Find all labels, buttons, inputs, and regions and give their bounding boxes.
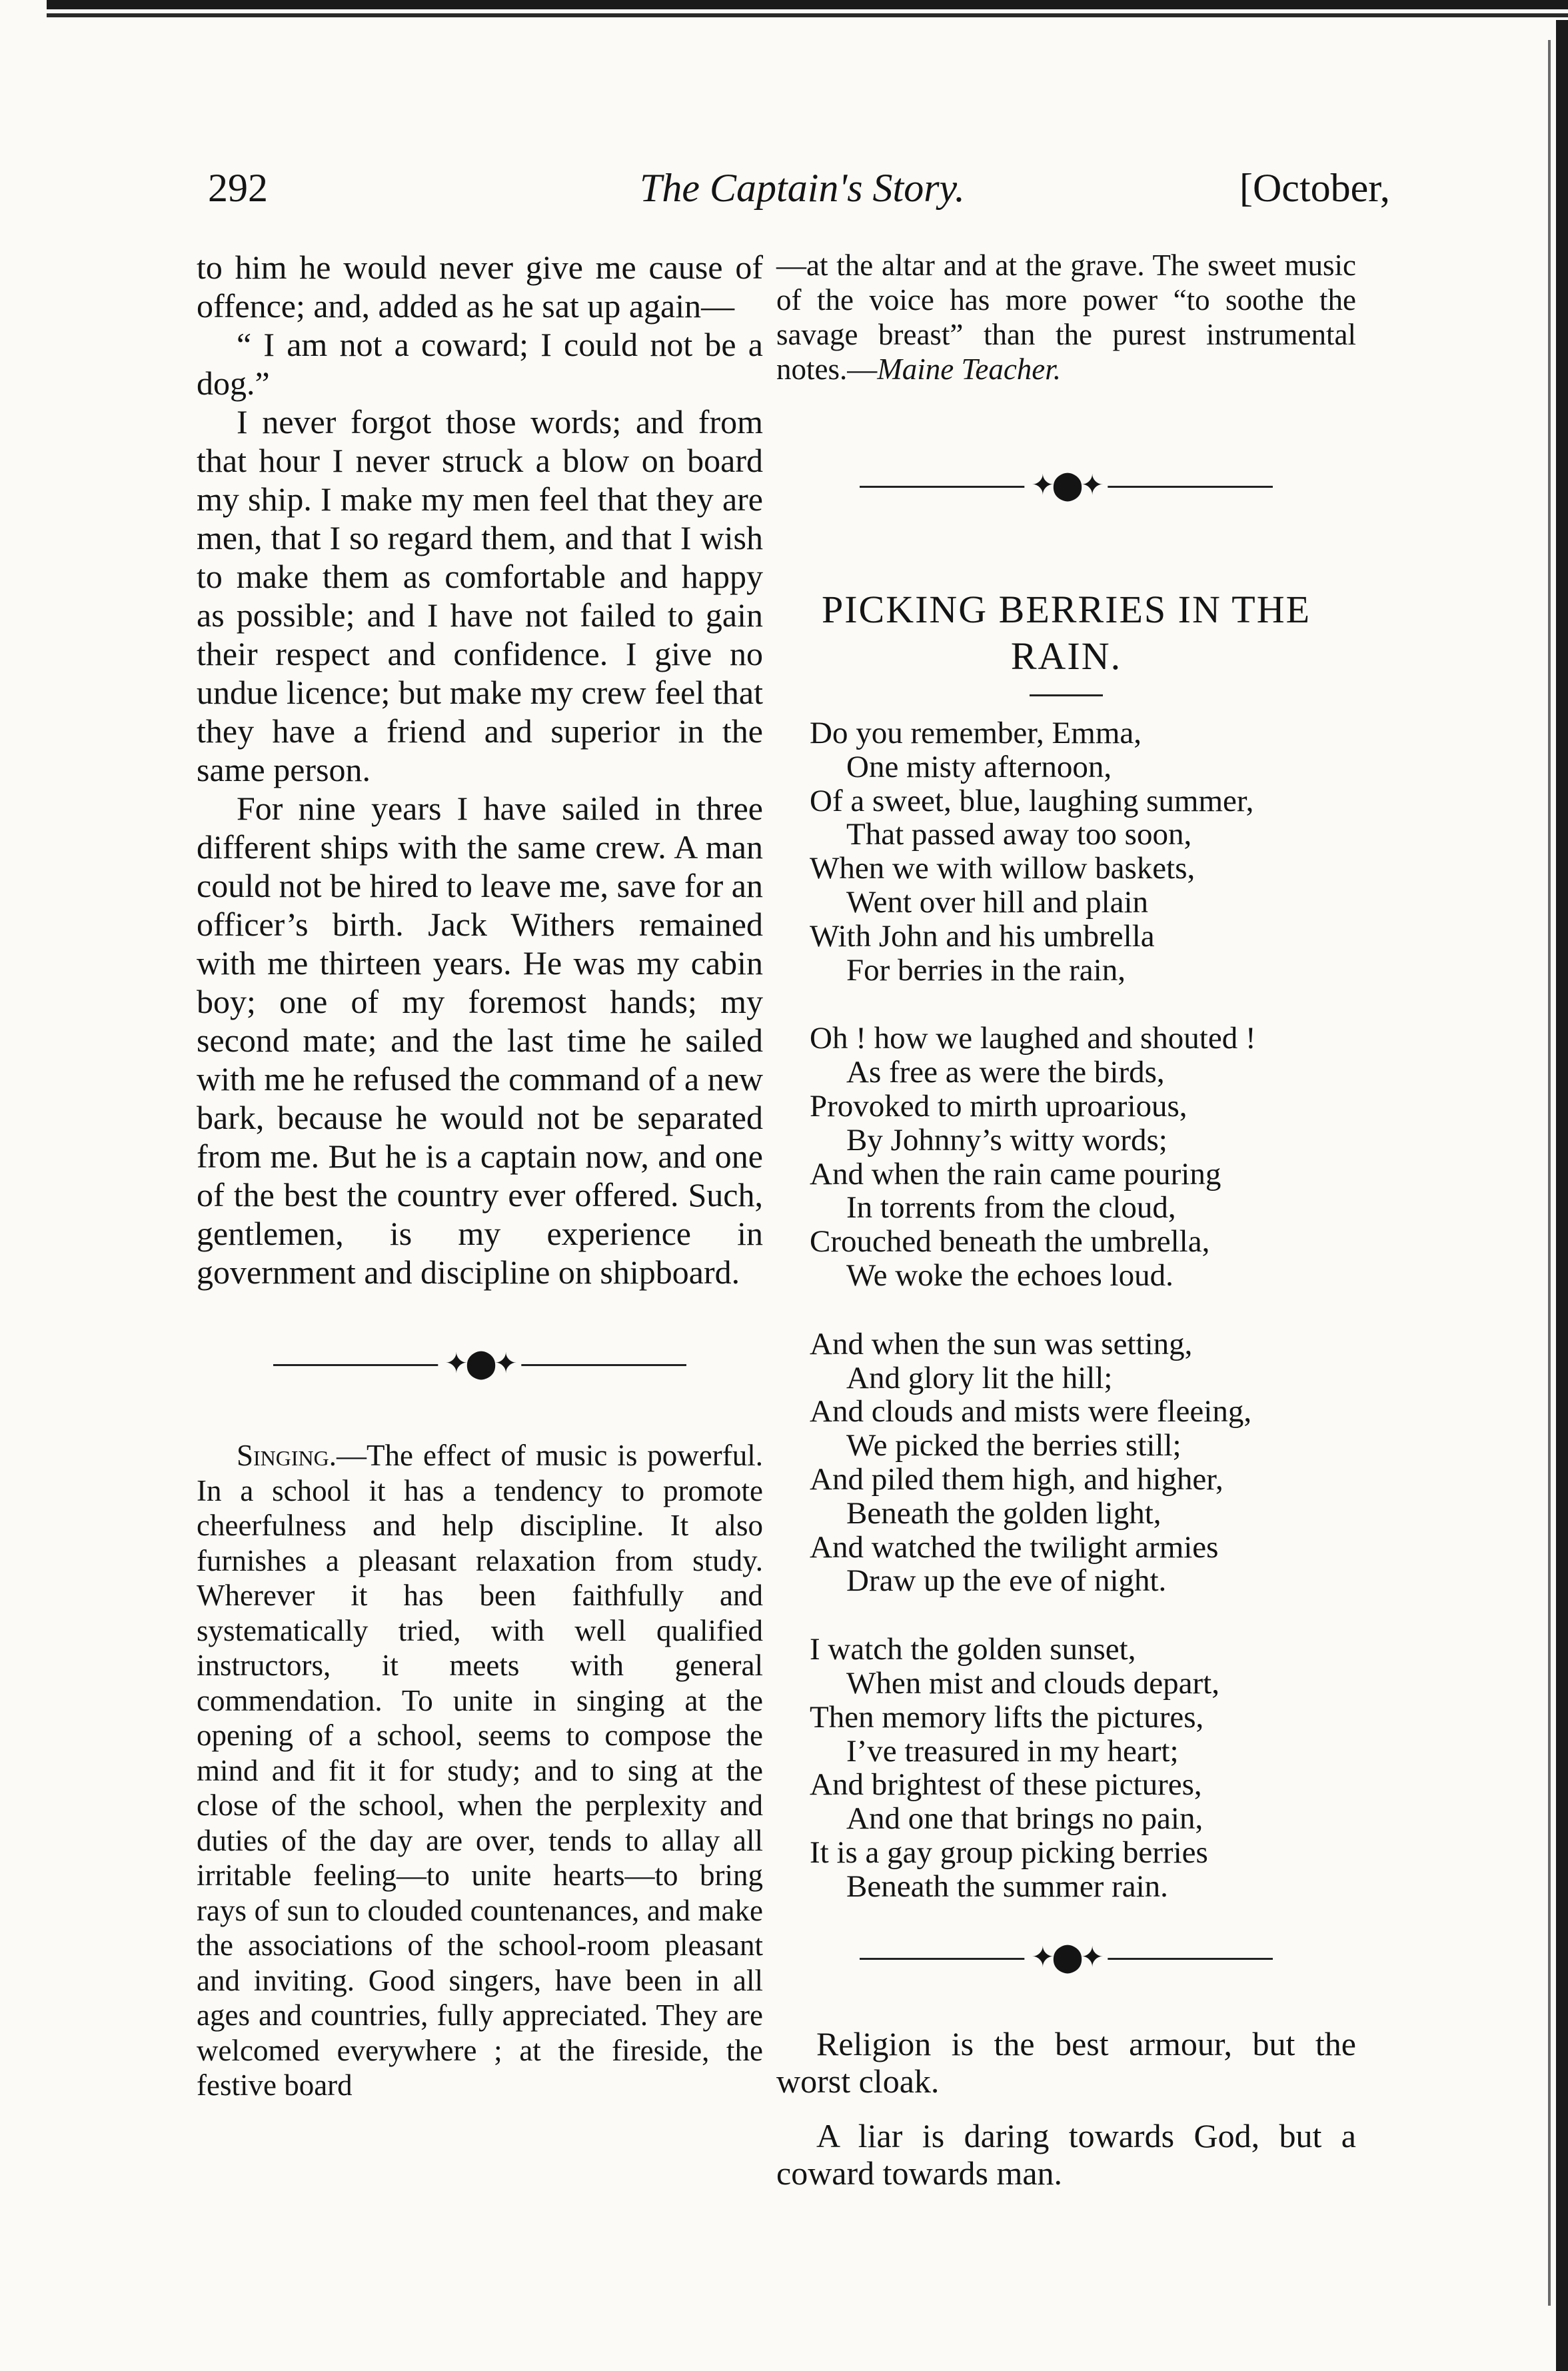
divider-ornament-icon: ✦⬤✦ xyxy=(1024,472,1108,500)
poem-line: We picked the berries still; xyxy=(846,1428,1181,1463)
poem-title: PICKING BERRIES IN THE RAIN. xyxy=(821,588,1311,678)
singing-heading: Singing. xyxy=(237,1439,337,1472)
poem-line: As free as were the birds, xyxy=(846,1055,1165,1090)
poem-stanza xyxy=(810,1327,1356,1598)
page-binding-edge xyxy=(1556,20,1568,2371)
poem-line: Oh ! how we laughed and shouted ! xyxy=(810,1021,1256,1056)
singing-continued xyxy=(776,248,1356,387)
story-paragraph: For nine years I have sailed in three different ships with the same crew. A man could not be hired to leave me, save for an officer’s birth. Jack Withers remained with me thirteen years. He was my cabin boy; one of my foremost hands; my second mate; and the last time he sailed with me he refused the command of a new bark, because he would not be separated from me. But he is a captain now, and one of the best the country ever offered. Such, gentlemen, is my experience in government and discipline on shipboard. xyxy=(197,790,763,1291)
section-divider xyxy=(273,1345,686,1385)
story-paragraph: I never forgot those words; and from that hour I never struck a blow on board my ship. I make my men feel that they are men, that I so regard them, and that I wish to make them as comfortable and happy as possible; and I have not failed to gain their respect and confidence. I give no undue licence; but make my crew feel that they have a friend and superior in the same person. xyxy=(197,403,763,788)
running-title: The Captain's Story. xyxy=(640,166,965,210)
poem-line: I watch the golden sunset, xyxy=(810,1632,1136,1667)
poem xyxy=(810,716,1356,1904)
page-binding-shadow xyxy=(1548,40,1551,2306)
left-column xyxy=(197,248,763,2103)
title-rule xyxy=(1030,694,1103,696)
poem-line: Draw up the eve of night. xyxy=(846,1563,1167,1599)
singing-text: —The effect of music is powerful. In a school it has a tendency to promote cheerfulness and help discipline. It also furnishes a pleasant relaxation from study. Wherever it has been faithfully and systematically tried, with well qualified instructors, it meets with general commendation. To unite in singing at the opening of a school, seems to compose the mind and fit it for study; and to sing at the close of the school, when the perplexity and duties of the day are over, tends to allay all irritable feeling—to unite hearts—to bring rays of sun to clouded countenances, and make the associations of the school-room pleasant and inviting. Good singers, have been in all ages and countries, fully appreciated. They are welcomed everywhere ; at the fireside, the festive board xyxy=(197,1439,763,2102)
proverb: A liar is daring towards God, but a coward towards man. xyxy=(776,2116,1356,2192)
poem-line: I’ve treasured in my heart; xyxy=(846,1733,1179,1769)
singing-attribution: Maine Teacher. xyxy=(877,353,1062,386)
running-month: [October, xyxy=(1239,166,1390,210)
poem-line: And brightest of these pictures, xyxy=(810,1767,1202,1803)
poem-line: And clouds and mists were fleeing, xyxy=(810,1394,1252,1429)
running-header xyxy=(0,160,1568,220)
poem-line: Of a sweet, blue, laughing summer, xyxy=(810,783,1254,818)
poem-line: And one that brings no pain, xyxy=(846,1801,1203,1837)
poem-line: When we with willow baskets, xyxy=(810,851,1195,886)
divider-ornament-icon: ✦⬤✦ xyxy=(438,1350,521,1378)
poem-line: We woke the echoes loud. xyxy=(846,1257,1174,1293)
poem-line: Beneath the golden light, xyxy=(846,1495,1162,1531)
story-paragraph: “ I am not a coward; I could not be a dog.” xyxy=(197,326,763,402)
poem-line: And watched the twilight armies xyxy=(810,1529,1219,1565)
poem-line: Crouched beneath the umbrella, xyxy=(810,1224,1210,1259)
divider-ornament-icon: ✦⬤✦ xyxy=(1024,1944,1108,1972)
poem-line: Beneath the summer rain. xyxy=(846,1869,1168,1904)
poem-line: By Johnny’s witty words; xyxy=(846,1122,1168,1158)
poem-stanza xyxy=(810,1633,1356,1903)
poem-line: Went over hill and plain xyxy=(846,884,1149,920)
poem-line: In torrents from the cloud, xyxy=(846,1190,1176,1225)
poem-stanza xyxy=(810,716,1356,987)
poem-line: And glory lit the hill; xyxy=(846,1360,1113,1395)
section-divider xyxy=(860,466,1273,506)
poem-stanza xyxy=(810,1022,1356,1292)
proverb: Religion is the best armour, but the worst cloak. xyxy=(776,2024,1356,2100)
singing-continued-text: —at the altar and at the grave. The sweet music of the voice has more power “to soothe the savage breast” than the purest instrumental notes.— xyxy=(776,249,1356,386)
poem-line: Then memory lifts the pictures, xyxy=(810,1699,1204,1735)
page-number: 292 xyxy=(208,166,268,210)
story-paragraph: to him he would never give me cause of offence; and, added as he sat up again— xyxy=(197,249,763,325)
poem-line: For berries in the rain, xyxy=(846,952,1126,988)
poem-line: Provoked to mirth uproarious, xyxy=(810,1088,1187,1124)
poem-line: It is a gay group picking berries xyxy=(810,1835,1208,1870)
page-top-edge xyxy=(47,0,1568,21)
poem-line: And when the rain came pouring xyxy=(810,1156,1221,1191)
singing-article xyxy=(197,1438,763,2103)
poem-line: One misty afternoon, xyxy=(846,749,1112,784)
poem-line: With John and his umbrella xyxy=(810,918,1155,954)
poem-line: When mist and clouds depart, xyxy=(846,1665,1219,1701)
poem-line: That passed away too soon, xyxy=(846,817,1192,852)
poem-line: And piled them high, and higher, xyxy=(810,1461,1223,1497)
right-column xyxy=(776,248,1356,2209)
section-divider xyxy=(860,1939,1273,1978)
poem-line: And when the sun was setting, xyxy=(810,1326,1193,1361)
poem-line: Do you remember, Emma, xyxy=(810,716,1142,750)
